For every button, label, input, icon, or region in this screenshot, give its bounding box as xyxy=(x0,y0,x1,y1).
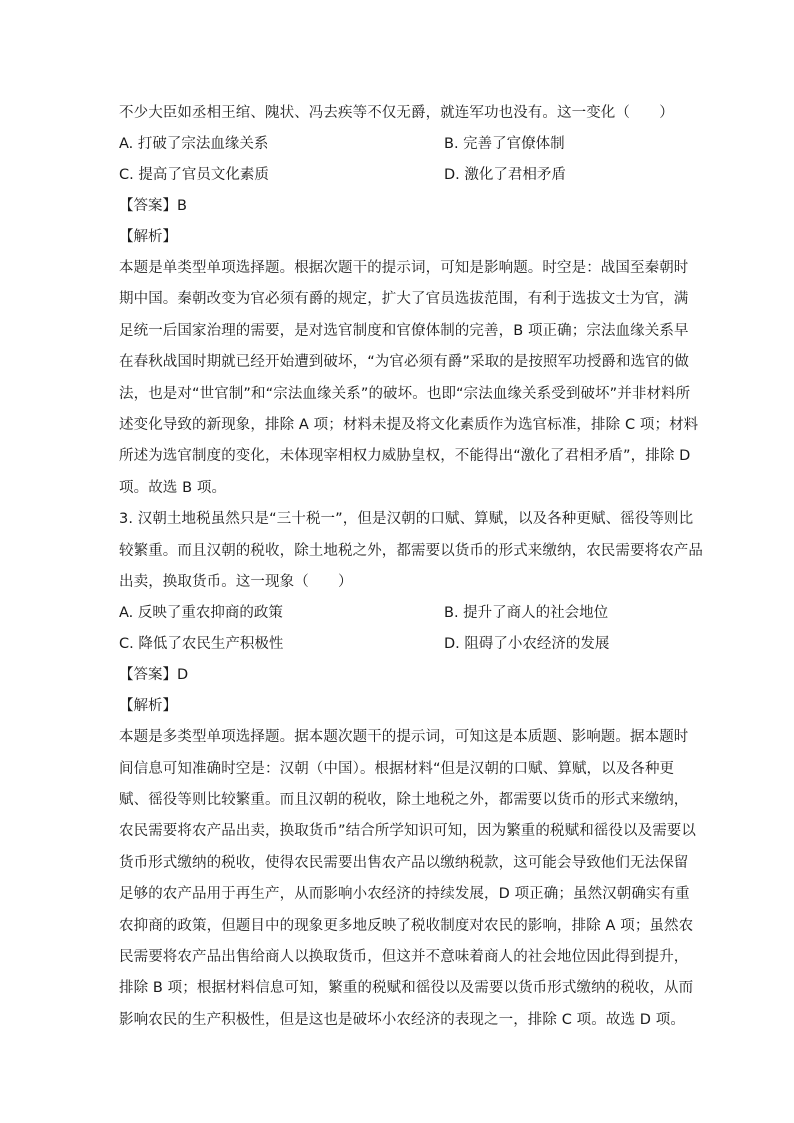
options-row-cd xyxy=(119,629,674,660)
analysis-paragraph xyxy=(119,253,699,504)
option-a: A. 打破了宗法血缘关系 xyxy=(119,136,269,152)
analysis-line: 期中国。秦朝改变为官必须有爵的规定，扩大了官员选拔范围，有利于选拔文士为官，满 xyxy=(119,291,689,308)
analysis-line: 赋、徭役等则比较繁重。而且汉朝的税收，除土地税之外，都需要以货币的形式来缴纳， xyxy=(119,792,689,809)
analysis-paragraph xyxy=(119,722,697,1036)
question-stem-line: 3. 汉朝土地税虽然只是“三十税一”，但是汉朝的口赋、算赋，以及各种更赋、徭役等则比 xyxy=(119,511,694,528)
options-row-cd xyxy=(119,160,674,191)
question-stem-tail: 不少大臣如丞相王绾、隗状、冯去疾等不仅无爵，就连军功也没有。这一变化（ ） xyxy=(119,105,674,121)
document-page xyxy=(119,98,703,1036)
analysis-line: 足统一后国家治理的需要，是对选官制度和官僚体制的完善，B 项正确；宗法血缘关系早 xyxy=(119,322,689,339)
analysis-line: 间信息可知准确时空是：汉朝（中国）。根据材料“但是汉朝的口赋、算赋，以及各种更 xyxy=(119,760,675,777)
analysis-line: 影响农民的生产积极性，但是这也是破坏小农经济的表现之一，排除 C 项。故选 D 项。 xyxy=(119,1011,685,1028)
options-row-ab xyxy=(119,598,674,629)
question-3-stem xyxy=(119,504,703,598)
analysis-line: 货币形式缴纳的税收，使得农民需要出售农产品以缴纳税款，这可能会导致他们无法保留 xyxy=(119,854,689,871)
analysis-line: 本题是单类型单项选择题。根据次题干的提示词，可知是影响题。时空是：战国至秦朝时 xyxy=(119,260,689,276)
answer-label: 【答案】B xyxy=(119,198,187,214)
option-b: B. 完善了官僚体制 xyxy=(444,136,565,152)
analysis-line: 所述为选官制度的变化，未体现宰相权力威胁皇权，不能得出“激化了君相矛盾”，排除 D xyxy=(119,448,691,465)
question-stem-line: 较繁重。而且汉朝的税收，除土地税之外，都需要以货币的形式来缴纳，农民需要将农产品 xyxy=(119,542,703,559)
analysis-label: 【解析】 xyxy=(119,229,177,245)
analysis-line: 农民需要将农产品出卖，换取货币”结合所学知识可知，因为繁重的税赋和徭役以及需要以 xyxy=(119,823,697,840)
question-stem-line: 出卖，换取货币。这一现象（ ） xyxy=(119,573,353,590)
options-row-ab xyxy=(119,129,674,160)
option-d: D. 阻碍了小农经济的发展 xyxy=(444,636,610,653)
option-c: C. 降低了农民生产积极性 xyxy=(119,636,284,653)
answer-label: 【答案】D xyxy=(119,667,189,684)
analysis-line: 述变化导致的新现象，排除 A 项；材料未提及将文化素质作为选官标准，排除 C 项；材料 xyxy=(119,416,699,433)
analysis-line: 本题是多类型单项选择题。据本题次题干的提示词，可知这是本质题、影响题。据本题时 xyxy=(119,729,689,746)
option-c: C. 提高了官员文化素质 xyxy=(119,167,269,183)
analysis-line: 法，也是对“世官制”和“宗法血缘关系”的破坏。也即“宗法血缘关系受到破坏”并非材料所 xyxy=(119,385,691,402)
analysis-line: 农抑商的政策，但题目中的现象更多地反映了税收制度对农民的影响，排除 A 项；虽然农 xyxy=(119,917,694,934)
analysis-line: 排除 B 项；根据材料信息可知，繁重的税赋和徭役以及需要以货币形式缴纳的税收，从而 xyxy=(119,980,694,997)
analysis-line: 足够的农产品用于再生产，从而影响小农经济的持续发展，D 项正确；虽然汉朝确实有重 xyxy=(119,886,690,903)
option-b: B. 提升了商人的社会地位 xyxy=(444,605,609,622)
analysis-label: 【解析】 xyxy=(119,698,177,715)
analysis-line: 项。故选 B 项。 xyxy=(119,479,227,496)
analysis-line: 民需要将农产品出售给商人以换取货币，但这并不意味着商人的社会地位因此得到提升， xyxy=(119,949,689,966)
analysis-line: 在春秋战国时期就已经开始遭到破坏，“为官必须有爵”采取的是按照军功授爵和选官的做 xyxy=(119,354,690,371)
option-d: D. 激化了君相矛盾 xyxy=(444,167,566,183)
option-a: A. 反映了重农抑商的政策 xyxy=(119,605,283,622)
